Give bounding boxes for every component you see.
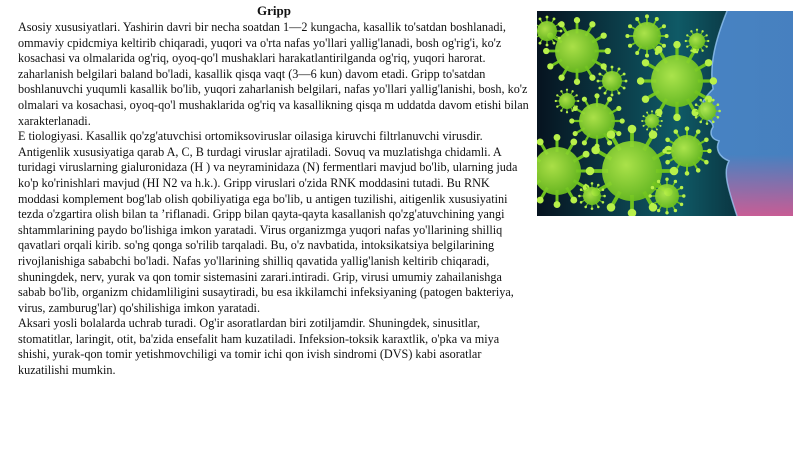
page-title: Gripp [257,3,291,18]
paragraph-main-features: Asosiy xususiyatlari. Yashirin davri bir necha soatdan 1—2 kungacha, kasallik to'satdan boshlanadi, ommaviy cpidcmiya keltirib chiqaradi, yuqori va o'rta nafas yo'llari yallig'lanadi, bosh og'rig'i, ko'z kosachasi va olmalarida og'riq, oyoq-qo'l mushaklari harakatlantirilganda og'riq, yuqori harorat. zaharlanish belgilari baland bo'ladi, kasallik qisqa vaqt (3—6 kun) davom etadi. Gripp to'satdan boshlanuvchi yuqumli kasallik bo'lib, yuqori zaharlanish belgilari, nafas yo'llari yallig'lanishi, bosh, ko'z olmalari va kosachasi, oyoq-qo'l mushaklarida og'riq va kasallikning qisqa m uddatda davom etishi bilan xarakterlanadi. [18,20,529,128]
paragraph-etiology: E tiologiyasi. Kasallik qo'zg'atuvchisi ortomiksoviruslar oilasiga kiruvchi filtrlanuvchi virusdir. Antigenlik xususiyatiga qarab A, C, B turdagi viruslar ajratiladi. Sovuq va muzlatishga chidamli. A turidagi viruslarning gialuronidaza (H ) va neyraminidaza (N) fermentlari mavjud bo'lib, ularning juda ko'p ko'rinishlari mavjud (HI N2 va h.k.). Gripp viruslari o'zida RNK moddasini tutadi. Bu RNK moddasi komplement bog'lab olish qobiliyatiga ega bo'lib, u antigen tuzilishi, aitigenlik xususiyatini tezda o'zgartira olish bilan ta ’riflanadi. Gripp bilan qayta-qayta kasallanish qo'zg'atuvchining yangi shtammlarining paydo bo'lishiga imkon yaratadi. Virus organizmga yuqori nafas yo'llarining shilliq qavatlari orqali kirib. so'ng qonga so'rilib tarqaladi. Bu, o'z navbatida, intoksikatsiya belgilarining rivojlanishiga sababchi bo'ladi. Nafas yo'llarining shilliq qavatida yallig'lanish keltirib chiqaradi, shuningdek, nerv, yurak va qon tomir sistemasini zarari.intiradi. Grip, virusi umumiy zahailanishga sabab bo'lib, organizm chidamliligini susaytiradi, bu esa ikkilamchi infeksiyaning (patogen bakteriya, virus, zamburug'lar) qo'shilishiga imkon yaratadi. [18,129,518,315]
virus-illustration [537,11,793,216]
paragraph-complications: Aksari yosli bolalarda uchrab turadi. Og'ir asoratlardan biri zotiljamdir. Shuningdek, sinusitlar, stomatitlar, laringit, otit, ba'zida ensefalit ham kuzatiladi. Infeksion-toksik karaxtlik, o'pka va miya shishi, yurak-qon tomir yetishmovchiligi va tomir ichi qon ivish sindromi (DVS) kabi asoratlar kuzatilishi mumkin. [18,316,500,378]
virus-illustration-svg [537,11,793,216]
article-body [18,20,530,379]
